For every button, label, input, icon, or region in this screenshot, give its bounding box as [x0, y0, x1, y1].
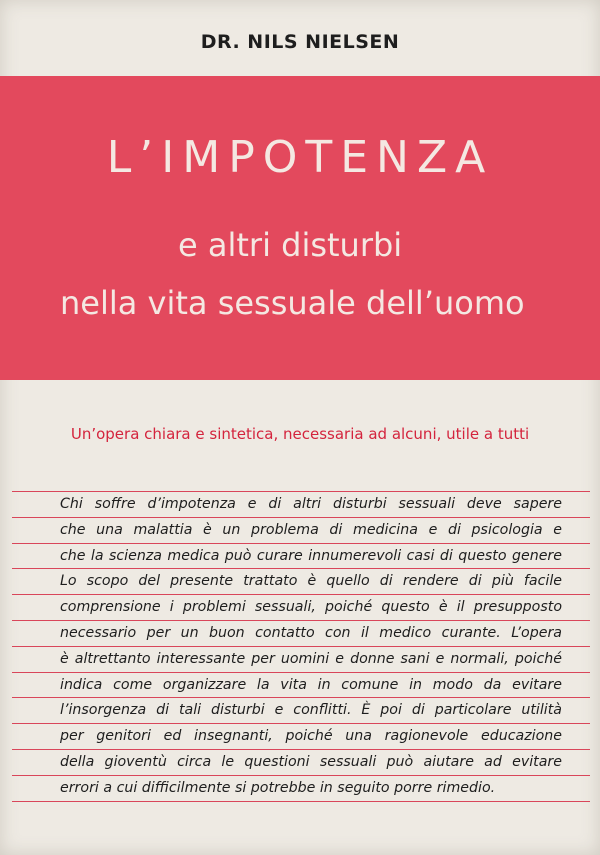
- blurb-line: Chi soffre d’impotenza e di altri disturbi sessuali deve sapere: [12, 492, 590, 518]
- blurb-line: errori a cui difficilmente si potrebbe in seguito porre rimedio.: [12, 776, 590, 802]
- blurb-line: Lo scopo del presente trattato è quello di rendere di più facile: [12, 569, 590, 595]
- subtitle-line-2: nella vita sessuale dell’uomo: [60, 284, 525, 322]
- blurb-line: comprensione i problemi sessuali, poiché questo è il presupposto: [12, 595, 590, 621]
- subtitle-line-1: e altri disturbi: [178, 226, 403, 264]
- blurb-line: è altrettanto interessante per uomini e donne sani e normali, poiché: [12, 647, 590, 673]
- blurb-line: che una malattia è un problema di medicina e di psicologia e: [12, 518, 590, 544]
- blurb-line: che la scienza medica può curare innumerevoli casi di questo genere: [12, 544, 590, 570]
- book-title: L’IMPOTENZA: [106, 132, 494, 183]
- blurb-line: indica come organizzare la vita in comune in modo da evitare: [12, 673, 590, 699]
- blurb-line: l’insorgenza di tali disturbi e conflitti. È poi di particolare utilità: [12, 698, 590, 724]
- author-name: DR. NILS NIELSEN: [200, 31, 400, 53]
- blurb-line: per genitori ed insegnanti, poiché una ragionevole educazione: [12, 724, 590, 750]
- blurb-ruled-box: [12, 491, 590, 802]
- tagline: Un’opera chiara e sintetica, necessaria ad alcuni, utile a tutti: [70, 425, 530, 443]
- blurb-line: necessario per un buon contatto con il medico curante. L’opera: [12, 621, 590, 647]
- blurb-line: della gioventù circa le questioni sessuali può aiutare ad evitare: [12, 750, 590, 776]
